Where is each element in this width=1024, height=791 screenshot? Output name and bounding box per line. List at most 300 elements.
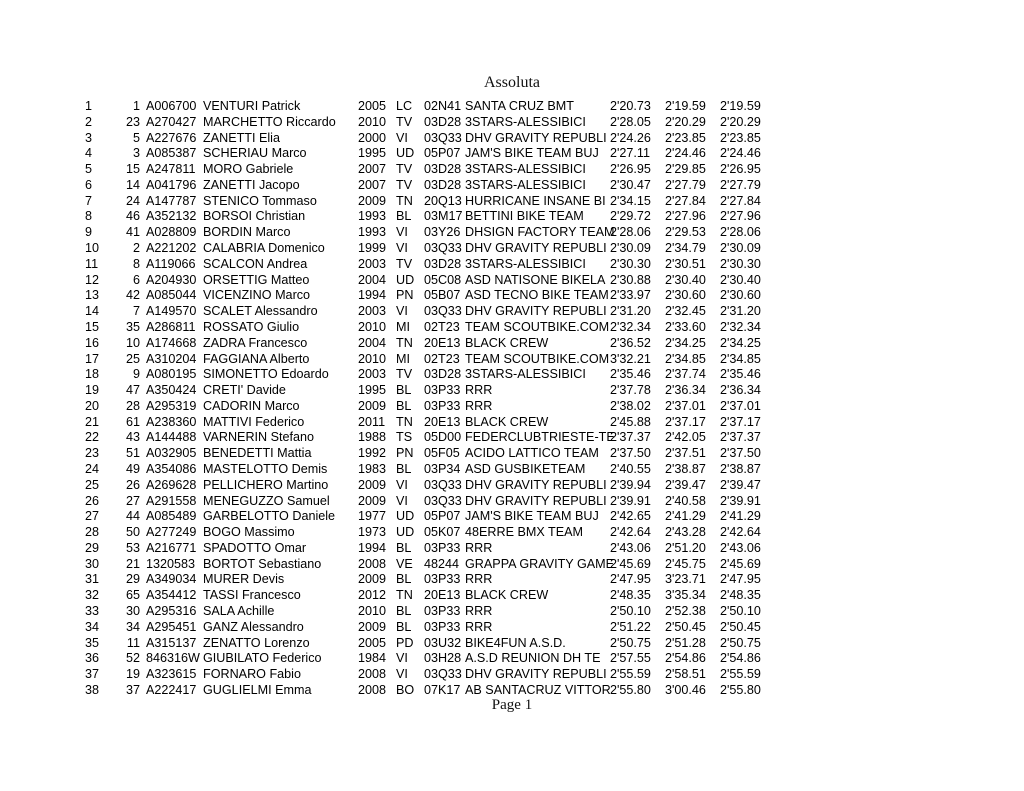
license-cell: A032905 [146,446,197,461]
run1-time-cell: 2'37.50 [610,446,651,461]
rider-name-cell: FORNARO Fabio [203,667,301,682]
best-time-cell: 2'32.34 [720,319,761,334]
birth-year-cell: 2008 [358,556,387,571]
license-cell: A350424 [146,383,197,398]
table-row [85,557,775,573]
rider-name-cell: SCALET Alessandro [203,304,318,319]
best-time-cell: 2'27.96 [720,209,761,224]
team-name-cell: ASD GUSBIKETEAM [465,461,586,476]
rider-name-cell: MATTIVI Federico [203,414,305,429]
bib-number-cell: 5 [132,130,140,145]
team-name-cell: AB SANTACRUZ VITTOR [465,682,611,697]
run2-time-cell: 2'39.47 [665,477,706,492]
run2-time-cell: 2'32.45 [665,304,706,319]
birth-year-cell: 1995 [358,383,387,398]
club-code-cell: 02T23 [424,351,460,366]
rank-cell: 14 [85,304,100,319]
table-row [85,667,775,683]
bib-number-cell: 61 [125,414,140,429]
province-cell: UD [396,272,415,287]
table-row [85,241,775,257]
license-cell: A247811 [146,162,196,177]
table-row [85,651,775,667]
run2-time-cell: 2'37.74 [665,367,706,382]
table-row [85,541,775,557]
team-name-cell: RRR [465,398,493,413]
best-time-cell: 2'48.35 [720,588,761,603]
team-name-cell: DHV GRAVITY REPUBLI [465,130,607,145]
table-row [85,525,775,541]
run2-time-cell: 2'51.20 [665,540,706,555]
province-cell: TN [396,588,413,603]
rank-cell: 17 [85,351,100,366]
club-code-cell: 03P33 [424,572,461,587]
province-cell: TS [396,430,413,445]
club-code-cell: 20E13 [424,588,461,603]
bib-number-cell: 43 [125,430,140,445]
page-title: Assoluta [484,74,540,91]
province-cell: MI [396,319,410,334]
province-cell: PN [396,288,414,303]
province-cell: BL [396,383,412,398]
team-name-cell: RRR [465,619,493,634]
bib-number-cell: 11 [126,635,140,650]
rider-name-cell: SPADOTTO Omar [203,540,307,555]
rank-cell: 7 [85,193,93,208]
best-time-cell: 2'31.20 [720,304,761,319]
run1-time-cell: 2'37.78 [610,383,651,398]
run2-time-cell: 2'27.79 [665,177,706,192]
license-cell: A315137 [146,635,197,650]
province-cell: VE [396,556,413,571]
run1-time-cell: 2'50.75 [610,635,651,650]
license-cell: 846316W [146,651,200,666]
bib-number-cell: 7 [132,304,140,319]
bib-number-cell: 10 [125,335,140,350]
table-row [85,99,775,115]
club-code-cell: 05P07 [424,509,461,524]
table-row [85,194,775,210]
rank-cell: 6 [85,177,93,192]
province-cell: TV [396,367,413,382]
table-row [85,620,775,636]
club-code-cell: 03D28 [424,256,462,271]
rider-name-cell: VENTURI Patrick [203,99,301,113]
rider-name-cell: PELLICHERO Martino [203,477,329,492]
license-cell: A221202 [146,241,197,256]
run2-time-cell: 2'24.46 [665,146,706,161]
club-code-cell: 20E13 [424,414,461,429]
club-code-cell: 03Q33 [424,477,462,492]
run1-time-cell: 2'40.55 [610,461,651,476]
run2-time-cell: 2'45.75 [665,556,706,571]
team-name-cell: DHV GRAVITY REPUBLI [465,241,607,256]
license-cell: A144488 [146,430,197,445]
rider-name-cell: BORSOI Christian [203,209,306,224]
birth-year-cell: 2003 [358,256,387,271]
license-cell: A270427 [146,114,197,129]
run2-time-cell: 2'37.01 [665,398,706,413]
province-cell: BL [396,461,412,476]
run2-time-cell: 2'36.34 [665,383,706,398]
table-row [85,178,775,194]
run2-time-cell: 2'54.86 [665,651,706,666]
club-code-cell: 03P33 [424,540,461,555]
license-cell: A238360 [146,414,197,429]
table-row [85,462,775,478]
run1-time-cell: 2'20.73 [610,99,651,113]
birth-year-cell: 2009 [358,619,387,634]
team-name-cell: 3STARS-ALESSIBICI [465,367,586,382]
province-cell: VI [396,304,408,319]
rank-cell: 30 [85,556,100,571]
table-row [85,288,775,304]
club-code-cell: 03P34 [424,461,461,476]
table-row [85,273,775,289]
rider-name-cell: MURER Devis [203,572,285,587]
bib-number-cell: 1 [132,99,140,113]
rank-cell: 4 [85,146,93,161]
team-name-cell: DHSIGN FACTORY TEAM [465,225,615,240]
license-cell: A352132 [146,209,197,224]
run2-time-cell: 2'51.28 [665,635,706,650]
rank-cell: 37 [85,667,100,682]
province-cell: TV [396,256,413,271]
birth-year-cell: 2009 [358,193,387,208]
run1-time-cell: 2'24.26 [610,130,651,145]
rank-cell: 28 [85,525,100,540]
best-time-cell: 2'39.47 [720,477,761,492]
table-row [85,399,775,415]
page-footer: Page 1 [491,697,533,713]
rank-cell: 26 [85,493,100,508]
rank-cell: 1 [85,99,93,113]
rider-name-cell: VARNERIN Stefano [203,430,315,445]
bib-number-cell: 9 [132,367,140,382]
rider-name-cell: BORDIN Marco [203,225,291,240]
license-cell: A291558 [146,493,197,508]
birth-year-cell: 1983 [358,461,387,476]
license-cell: A204930 [146,272,197,287]
province-cell: VI [396,493,408,508]
run1-time-cell: 2'29.72 [610,209,651,224]
province-cell: VI [396,477,408,492]
birth-year-cell: 2010 [358,319,387,334]
rider-name-cell: MORO Gabriele [203,162,294,177]
birth-year-cell: 1995 [358,146,387,161]
license-cell: A277249 [146,525,197,540]
license-cell: A041796 [146,177,197,192]
club-code-cell: 05F05 [424,446,460,461]
license-cell: A085489 [146,509,197,524]
best-time-cell: 2'50.10 [720,604,761,618]
team-name-cell: 3STARS-ALESSIBICI [465,256,586,271]
license-cell: A286811 [146,319,196,334]
province-cell: LC [396,99,413,113]
run2-time-cell: 2'37.51 [665,446,706,461]
rank-cell: 29 [85,540,100,555]
birth-year-cell: 2010 [358,604,387,618]
bib-number-cell: 52 [125,651,140,666]
club-code-cell: 03Q33 [424,493,462,508]
best-time-cell: 2'54.86 [720,651,761,666]
table-row [85,131,775,147]
run2-time-cell: 2'40.58 [665,493,706,508]
bib-number-cell: 24 [125,193,140,208]
team-name-cell: BIKE4FUN A.S.D. [465,635,566,650]
run2-time-cell: 2'37.17 [665,414,706,429]
province-cell: UD [396,525,415,540]
bib-number-cell: 44 [125,509,140,524]
table-row [85,588,775,604]
run2-time-cell: 2'43.28 [665,525,706,540]
license-cell: A006700 [146,99,197,113]
bib-number-cell: 46 [125,209,140,224]
rider-name-cell: ZADRA Francesco [203,335,308,350]
rank-cell: 12 [85,272,100,287]
run2-time-cell: 2'19.59 [665,99,706,113]
best-time-cell: 2'19.59 [720,99,761,113]
province-cell: TN [396,335,413,350]
team-name-cell: 48ERRE BMX TEAM [465,525,584,540]
license-cell: A295451 [146,619,197,634]
rider-name-cell: GARBELOTTO Daniele [203,509,336,524]
best-time-cell: 2'30.60 [720,288,761,303]
team-name-cell: DHV GRAVITY REPUBLI [465,304,607,319]
license-cell: A119066 [146,256,196,271]
best-time-cell: 2'55.59 [720,667,761,682]
province-cell: BO [396,682,415,697]
club-code-cell: 03H28 [424,651,462,666]
run1-time-cell: 2'48.35 [610,588,651,603]
table-row [85,446,775,462]
team-name-cell: FEDERCLUBTRIESTE-TE [465,430,615,445]
best-time-cell: 2'35.46 [720,367,761,382]
rank-cell: 35 [85,635,100,650]
run1-time-cell: 2'55.80 [610,682,651,697]
best-time-cell: 2'50.75 [720,635,761,650]
rank-cell: 22 [85,430,100,445]
run1-time-cell: 2'42.64 [610,525,651,540]
province-cell: TV [396,162,413,177]
province-cell: TN [396,414,413,429]
license-cell: A323615 [146,667,197,682]
birth-year-cell: 2009 [358,477,387,492]
team-name-cell: RRR [465,540,493,555]
birth-year-cell: 1992 [358,446,387,461]
bib-number-cell: 14 [125,177,140,192]
best-time-cell: 2'37.17 [720,414,761,429]
bib-number-cell: 53 [125,540,140,555]
bib-number-cell: 30 [125,604,140,618]
run1-time-cell: 2'31.20 [610,304,651,319]
birth-year-cell: 2004 [358,272,387,287]
run1-time-cell: 2'34.15 [610,193,651,208]
run2-time-cell: 2'30.51 [665,256,706,271]
bib-number-cell: 65 [125,588,140,603]
birth-year-cell: 2007 [358,162,387,177]
birth-year-cell: 2005 [358,635,387,650]
club-code-cell: 03Q33 [424,241,462,256]
province-cell: BL [396,619,412,634]
club-code-cell: 03Q33 [424,130,462,145]
province-cell: TV [396,177,413,192]
club-code-cell: 05C08 [424,272,462,287]
best-time-cell: 2'34.25 [720,335,761,350]
best-time-cell: 2'27.84 [720,193,761,208]
license-cell: A222417 [146,682,197,697]
best-time-cell: 2'43.06 [720,540,761,555]
club-code-cell: 20Q13 [424,193,462,208]
table-row [85,415,775,431]
license-cell: A227676 [146,130,197,145]
rank-cell: 8 [85,209,93,224]
birth-year-cell: 1999 [358,241,387,256]
run1-time-cell: 2'30.09 [610,241,651,256]
run2-time-cell: 2'38.87 [665,461,706,476]
run1-time-cell: 2'42.65 [610,509,651,524]
license-cell: A080195 [146,367,197,382]
bib-number-cell: 37 [125,682,140,697]
team-name-cell: GRAPPA GRAVITY GAME [465,556,615,571]
province-cell: VI [396,130,408,145]
club-code-cell: 03M17 [424,209,463,224]
club-code-cell: 02T23 [424,319,460,334]
province-cell: UD [396,146,415,161]
run1-time-cell: 2'39.94 [610,477,651,492]
run2-time-cell: 3'35.34 [665,588,706,603]
team-name-cell: 3STARS-ALESSIBICI [465,177,586,192]
table-row [85,352,775,368]
run2-time-cell: 3'23.71 [665,572,706,587]
best-time-cell: 2'45.69 [720,556,761,571]
club-code-cell: 03U32 [424,635,462,650]
run2-time-cell: 2'27.96 [665,209,706,224]
run2-time-cell: 2'20.29 [665,114,706,129]
birth-year-cell: 2009 [358,572,387,587]
team-name-cell: ASD TECNO BIKE TEAM [465,288,609,303]
rider-name-cell: VICENZINO Marco [203,288,311,303]
birth-year-cell: 2007 [358,177,387,192]
rank-cell: 24 [85,461,100,476]
team-name-cell: 3STARS-ALESSIBICI [465,114,586,129]
run1-time-cell: 2'37.37 [610,430,651,445]
best-time-cell: 2'37.37 [720,430,761,445]
run2-time-cell: 2'41.29 [665,509,706,524]
province-cell: PD [396,635,414,650]
table-row [85,509,775,525]
run2-time-cell: 2'30.60 [665,288,706,303]
province-cell: VI [396,667,408,682]
table-row [85,115,775,131]
rider-name-cell: STENICO Tommaso [203,193,317,208]
team-name-cell: BLACK CREW [465,588,549,603]
run2-time-cell: 2'58.51 [665,667,706,682]
birth-year-cell: 2003 [358,304,387,319]
club-code-cell: 05K07 [424,525,461,540]
team-name-cell: A.S.D REUNION DH TE [465,651,601,666]
rider-name-cell: BOGO Massimo [203,525,295,540]
bib-number-cell: 8 [132,256,140,271]
table-row [85,257,775,273]
best-time-cell: 2'37.01 [720,398,761,413]
results-table [85,99,775,699]
bib-number-cell: 35 [125,319,140,334]
run1-time-cell: 2'43.06 [610,540,651,555]
best-time-cell: 2'27.79 [720,177,761,192]
birth-year-cell: 1994 [358,288,387,303]
birth-year-cell: 2008 [358,667,387,682]
table-row [85,383,775,399]
club-code-cell: 03Q33 [424,667,462,682]
province-cell: PN [396,446,414,461]
team-name-cell: RRR [465,604,493,618]
run1-time-cell: 2'28.06 [610,225,651,240]
run2-time-cell: 3'00.46 [665,682,706,697]
bib-number-cell: 42 [125,288,140,303]
license-cell: A147787 [146,193,197,208]
rider-name-cell: CALABRIA Domenico [203,241,325,256]
team-name-cell: ASD NATISONE BIKELA [465,272,606,287]
club-code-cell: 03P33 [424,398,461,413]
table-row [85,336,775,352]
license-cell: A310204 [146,351,197,366]
rider-name-cell: SALA Achille [203,604,275,618]
birth-year-cell: 2010 [358,351,387,366]
team-name-cell: DHV GRAVITY REPUBLI [465,477,607,492]
team-name-cell: BLACK CREW [465,335,549,350]
bib-number-cell: 25 [125,351,140,366]
team-name-cell: HURRICANE INSANE BI [465,193,606,208]
run1-time-cell: 2'39.91 [610,493,651,508]
rank-cell: 5 [85,162,93,177]
run1-time-cell: 2'33.97 [610,288,651,303]
team-name-cell: BLACK CREW [465,414,549,429]
birth-year-cell: 1994 [358,540,387,555]
rider-name-cell: CADORIN Marco [203,398,300,413]
bib-number-cell: 51 [125,446,140,461]
team-name-cell: SANTA CRUZ BMT [465,99,574,113]
best-time-cell: 2'36.34 [720,383,761,398]
run2-time-cell: 2'30.40 [665,272,706,287]
table-row [85,146,775,162]
run1-time-cell: 2'50.10 [610,604,651,618]
best-time-cell: 2'24.46 [720,146,761,161]
rank-cell: 9 [85,225,93,240]
run2-time-cell: 2'34.25 [665,335,706,350]
rank-cell: 10 [85,241,100,256]
birth-year-cell: 2009 [358,493,387,508]
run1-time-cell: 2'47.95 [610,572,651,587]
best-time-cell: 2'30.09 [720,241,761,256]
license-cell: A295316 [146,604,197,618]
rank-cell: 32 [85,588,100,603]
run1-time-cell: 2'45.69 [610,556,651,571]
birth-year-cell: 2003 [358,367,387,382]
birth-year-cell: 1993 [358,225,387,240]
bib-number-cell: 47 [125,383,140,398]
bib-number-cell: 29 [125,572,140,587]
run2-time-cell: 2'50.45 [665,619,706,634]
best-time-cell: 2'26.95 [720,162,761,177]
run1-time-cell: 2'26.95 [610,162,651,177]
run1-time-cell: 2'51.22 [610,619,651,634]
bib-number-cell: 19 [125,667,140,682]
license-cell: A269628 [146,477,197,492]
rider-name-cell: ROSSATO Giulio [203,319,300,334]
rider-name-cell: MENEGUZZO Samuel [203,493,330,508]
run1-time-cell: 2'45.88 [610,414,651,429]
